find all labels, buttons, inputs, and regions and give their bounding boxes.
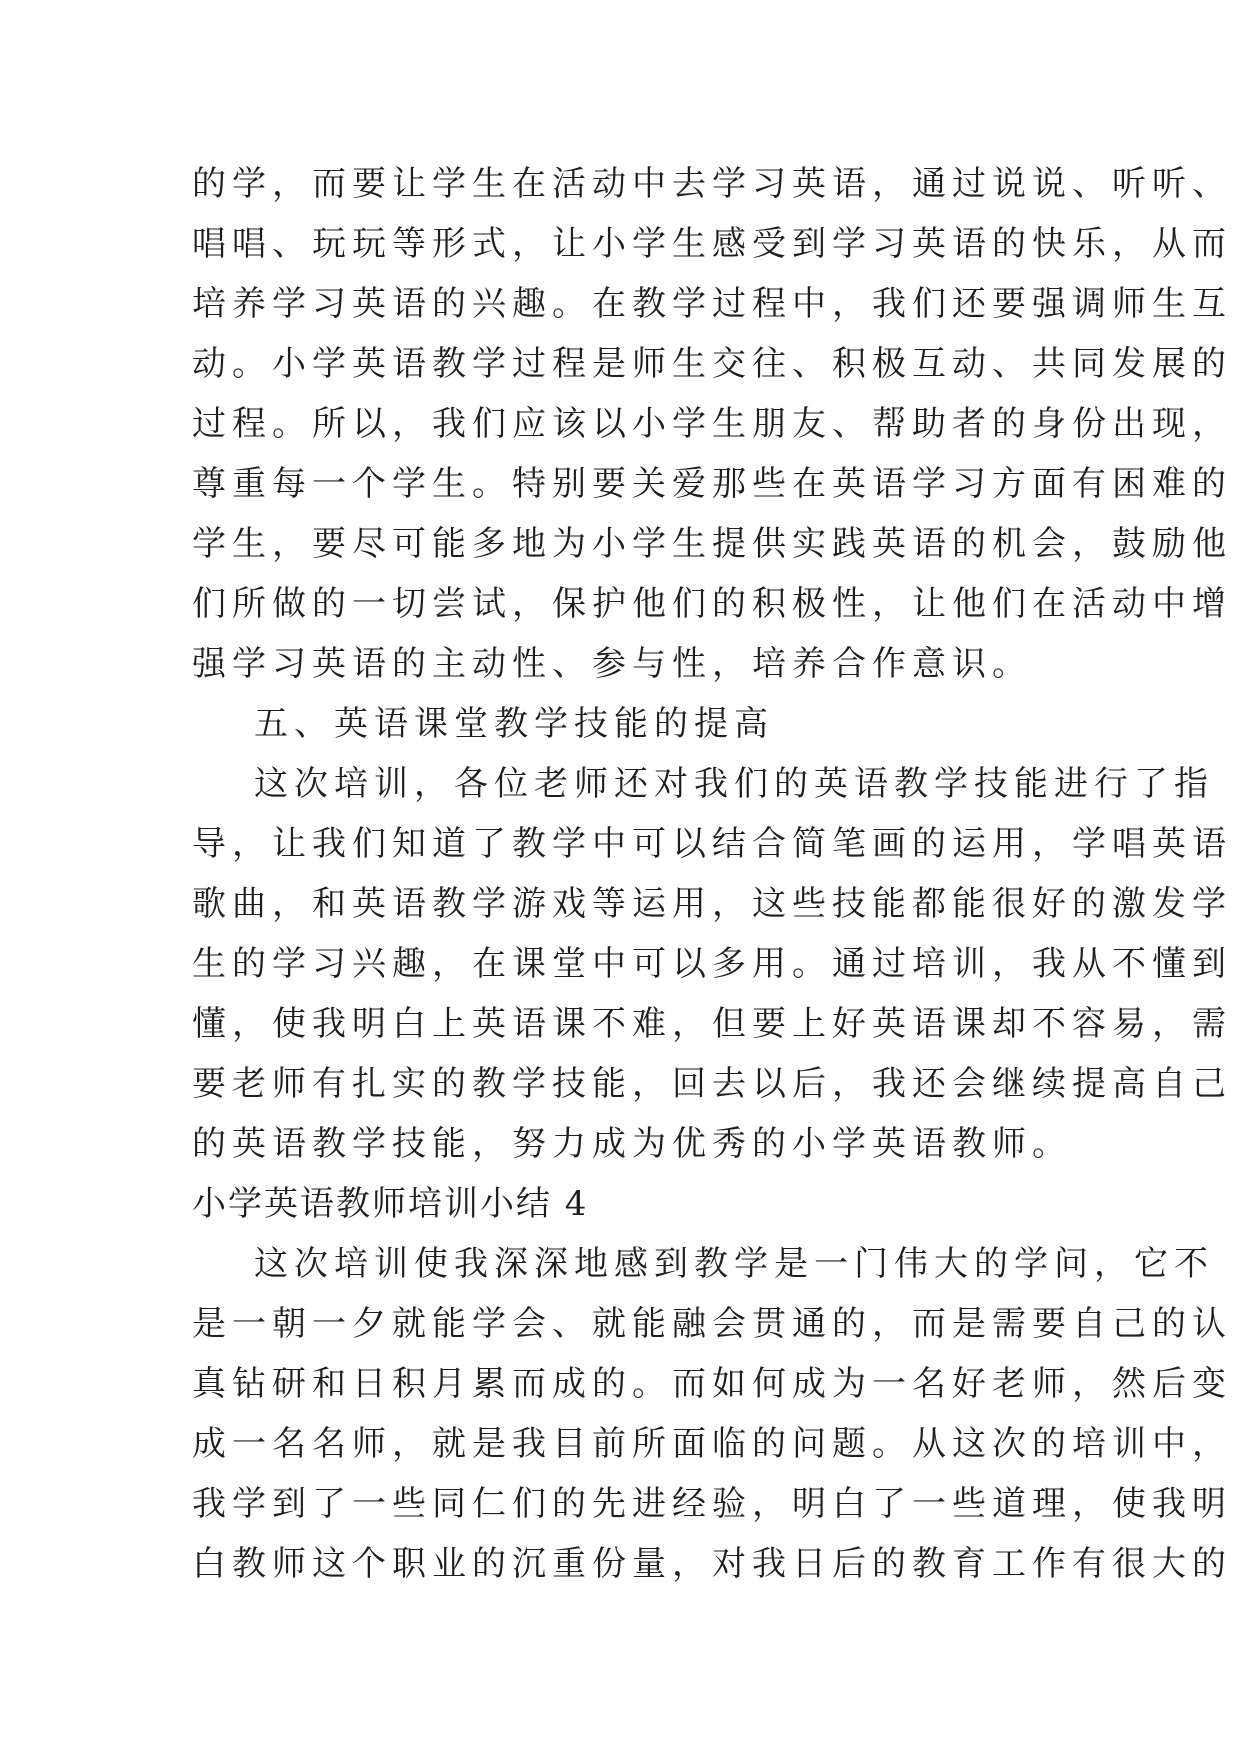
text-line: 唱唱、玩玩等形式，让小学生感受到学习英语的快乐，从而 (192, 224, 1232, 264)
text-line: 动。小学英语教学过程是师生交往、积极互动、共同发展的 (192, 344, 1232, 384)
text-line: 过程。所以，我们应该以小学生朋友、帮助者的身份出现， (192, 404, 1232, 444)
section-heading: 五、英语课堂教学技能的提高 (254, 704, 774, 744)
text-line: 这次培训使我深深地感到教学是一门伟大的学问，它不 (254, 1244, 1214, 1284)
text-line: 导，让我们知道了教学中可以结合简笔画的运用，学唱英语 (192, 824, 1232, 864)
text-line: 的学，而要让学生在活动中去学习英语，通过说说、听听、 (192, 164, 1232, 204)
text-line: 学生，要尽可能多地为小学生提供实践英语的机会，鼓励他 (192, 524, 1232, 564)
text-line: 尊重每一个学生。特别要关爱那些在英语学习方面有困难的 (192, 464, 1232, 504)
text-line: 是一朝一夕就能学会、就能融会贯通的，而是需要自己的认 (192, 1304, 1232, 1344)
text-line: 培养学习英语的兴趣。在教学过程中，我们还要强调师生互 (192, 284, 1232, 324)
text-line: 生的学习兴趣，在课堂中可以多用。通过培训，我从不懂到 (192, 944, 1232, 984)
text-line: 强学习英语的主动性、参与性，培养合作意识。 (192, 644, 1032, 684)
text-line: 真钻研和日积月累而成的。而如何成为一名好老师，然后变 (192, 1364, 1232, 1404)
text-line: 懂，使我明白上英语课不难，但要上好英语课却不容易，需 (192, 1004, 1232, 1044)
text-line: 的英语教学技能，努力成为优秀的小学英语教师。 (192, 1124, 1072, 1164)
text-line: 我学到了一些同仁们的先进经验，明白了一些道理，使我明 (192, 1484, 1232, 1524)
document-title: 小学英语教师培训小结 4 (192, 1184, 589, 1224)
text-line: 成一名名师，就是我目前所面临的问题。从这次的培训中， (192, 1424, 1232, 1464)
text-line: 白教师这个职业的沉重份量，对我日后的教育工作有很大的 (192, 1544, 1232, 1584)
text-line: 这次培训，各位老师还对我们的英语教学技能进行了指 (254, 764, 1214, 804)
text-line: 歌曲，和英语教学游戏等运用，这些技能都能很好的激发学 (192, 884, 1232, 924)
text-line: 们所做的一切尝试，保护他们的积极性，让他们在活动中增 (192, 584, 1232, 624)
text-line: 要老师有扎实的教学技能，回去以后，我还会继续提高自己 (192, 1064, 1232, 1104)
